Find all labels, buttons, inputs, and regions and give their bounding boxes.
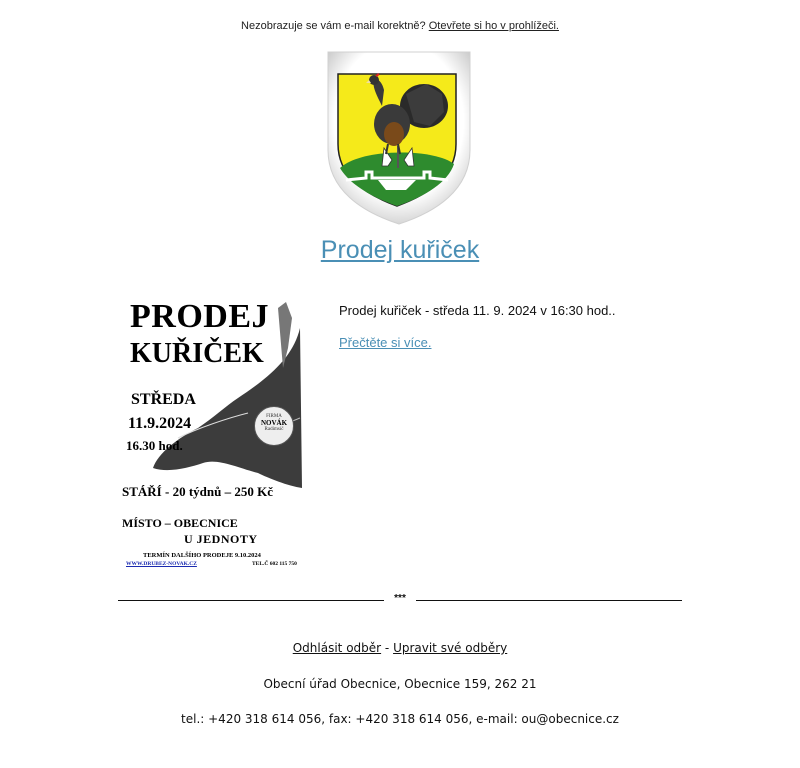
- open-in-browser-link[interactable]: Otevřete si ho v prohlížeči.: [428, 20, 559, 32]
- article-summary: Prodej kuřiček - středa 11. 9. 2024 v 16:30 hod..: [339, 303, 616, 318]
- coat-of-arms-icon: [326, 50, 472, 226]
- poster-next-sale: TERMÍN DALŠÍHO PRODEJE 9.10.2024: [143, 552, 261, 559]
- divider-stars: ***: [394, 593, 406, 604]
- article-title-link[interactable]: Prodej kuřiček: [320, 236, 480, 264]
- poster-image[interactable]: [118, 288, 308, 574]
- link-separator: -: [381, 641, 394, 655]
- poster-phone: TEL.Č 602 115 750: [252, 561, 297, 567]
- poster-stamp-top: FIRMA: [266, 414, 282, 419]
- poster-date: 11.9.2024: [128, 415, 192, 432]
- divider-line-right: [416, 600, 682, 601]
- poster-heading-2: KUŘIČEK: [130, 338, 264, 369]
- poster-day: STŘEDA: [131, 391, 196, 408]
- footer-contact: tel.: +420 318 614 056, fax: +420 318 614 056, e-mail: ou@obecnice.cz: [181, 712, 619, 726]
- divider-line-left: [118, 600, 384, 601]
- unsubscribe-link[interactable]: Odhlásit odběr: [292, 641, 382, 655]
- poster-website: WWW.DRUBEZ-NOVAK.CZ: [126, 561, 197, 567]
- manage-subscriptions-link[interactable]: Upravit své odběry: [393, 641, 508, 655]
- read-more-link[interactable]: Přečtěte si více.: [339, 335, 432, 350]
- preheader-text: Nezobrazuje se vám e-mail korektně?: [241, 20, 426, 32]
- poster-age-price: STÁŘÍ - 20 týdnů – 250 Kč: [122, 484, 273, 499]
- poster-place-1: MÍSTO – OBECNICE: [122, 516, 238, 530]
- preheader: [0, 20, 800, 32]
- poster-stamp: [254, 406, 294, 446]
- poster-stamp-name: NOVÁK: [260, 419, 288, 427]
- subscription-links: [0, 641, 800, 655]
- footer-address: Obecní úřad Obecnice, Obecnice 159, 262 21: [263, 677, 537, 691]
- poster-place-2: U JEDNOTY: [184, 532, 258, 546]
- poster-stamp-bottom: Radimsič: [264, 427, 284, 432]
- section-divider: [118, 593, 682, 609]
- read-more: [339, 335, 431, 350]
- poster-time: 16.30 hod.: [126, 438, 183, 453]
- poster-heading-1: PRODEJ: [130, 298, 269, 335]
- article-title: [0, 236, 800, 265]
